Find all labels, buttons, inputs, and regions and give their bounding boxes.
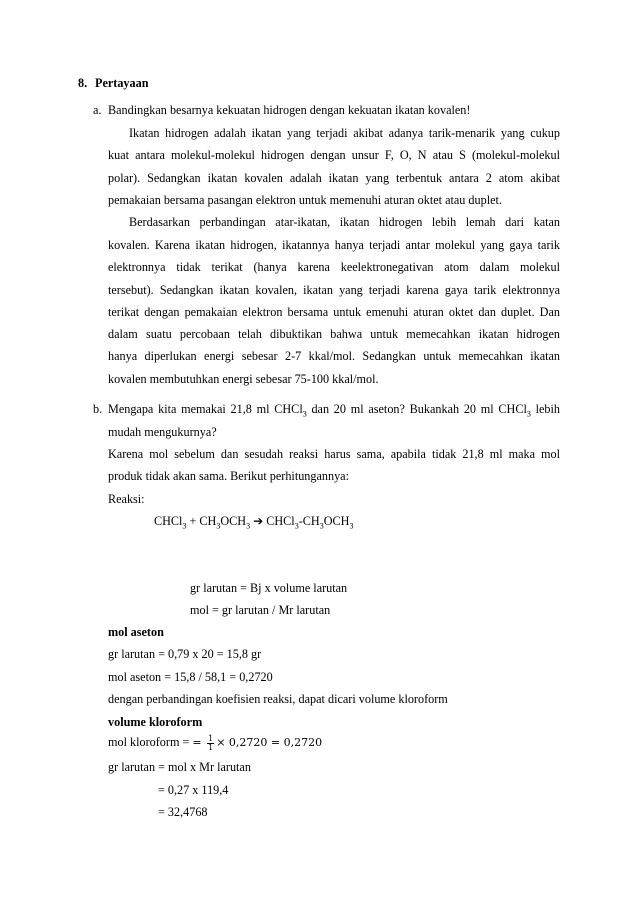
answer-a-p1-line4: pemakaian bersama pasangan elektron untuk memenuhi aturan oktet atau duplet. [108,193,502,207]
aseton-mol: mol aseton = 15,8 / 58,1 = 0,2720 [108,670,273,684]
answer-a-p1-line2: kuat antara molekul-molekul hidrogen dengan unsur F, O, N atau S (molekul-molekul [108,148,560,162]
answer-b-line2: produk tidak akan sama. Berikut perhitungannya: [108,469,349,483]
answer-b-line1: Karena mol sebelum dan sesudah reaksi harus sama, apabila tidak 21,8 ml maka mol [108,447,560,461]
answer-a-p2-line8: kovalen membutuhkan energi sebesar 75-100 kkal/mol. [108,372,379,386]
question-b-line1: Mengapa kita memakai 21,8 ml CHCl$_3$ dan 20 ml aseton? Bukankah 20 ml CHCl$_3$ lebih [108,402,560,419]
answer-a-p2-line1: Berdasarkan perbandingan atar-ikatan, ikatan hidrogen lebih lemah dari katan [129,215,560,229]
answer-a-p2-line3: elektronnya tidak terikat (hanya karena keelektronegativan atom dalam molekul [108,260,560,274]
question-a-text: Bandingkan besarnya kekuatan hidrogen dengan kekuatan ikatan kovalen! [108,103,471,117]
kloroform-gr-substitution: = 0,27 x 119,4 [158,783,229,797]
mol-kloroform-equation: mol kloroform = = $\frac{1}{1}$ × 0,2720 = 0,2720 [108,733,323,752]
answer-a-p2-line2: kovalen. Karena ikatan hidrogen, ikatannya hanya terjadi antar molekul yang gaya tarik [108,238,560,252]
kloroform-gr-formula: gr larutan = mol x Mr larutan [108,760,251,774]
section-number: 8. [78,76,88,90]
answer-a-p2-line5: terikat dengan pemakaian elektron bersama untuk emenuhi aturan oktet dan duplet. Dan [108,305,560,319]
mol-aseton-heading: mol aseton [108,625,164,639]
question-a-marker: a. [93,103,102,117]
section-title: Pertayaan [95,76,149,90]
reaction-equation: CHCl$_3$ + $CH_3OCH_3$ ➔ $CHCl_3-CH_3OCH_3$ [154,514,354,531]
kloroform-gr-result: = 32,4768 [158,805,208,819]
answer-a-p2-line6: dalam suatu percobaan telah dibuktikan bahwa untuk memecahkan ikatan hidrogen [108,327,560,341]
question-b-line2: mudah mengukurnya? [108,425,217,439]
answer-a-p1-line3: polar). Sedangkan ikatan kovalen adalah ikatan yang terbentuk antara 2 atom akibat [108,171,560,185]
formula-gr-larutan: gr larutan = Bj x volume larutan [190,581,348,595]
coefficient-fraction: $\frac{1}{1}$ [208,733,214,752]
volume-kloroform-heading: volume kloroform [108,715,203,729]
question-b-marker: b. [93,402,103,416]
answer-a-p2-line7: hanya diperlukan energi sebesar 2-7 kkal/mol. Sedangkan untuk memecahkan ikatan [108,349,560,363]
reaksi-label: Reaksi: [108,492,145,506]
koefisien-note: dengan perbandingan koefisien reaksi, dapat dicari volume kloroform [108,692,448,706]
answer-a-p2-line4: tersebut). Sedangkan ikatan kovalen, ikatan yang terjadi karena gaya tarik elektronnya [108,283,560,297]
arrow-right-icon: ➔ [253,514,264,528]
answer-a-p1-line1: Ikatan hidrogen adalah ikatan yang terjadi akibat adanya tarik-menarik yang cukup [129,126,560,140]
aseton-gr-larutan: gr larutan = 0,79 x 20 = 15,8 gr [108,647,262,661]
formula-mol: mol = gr larutan / Mr larutan [190,603,331,617]
